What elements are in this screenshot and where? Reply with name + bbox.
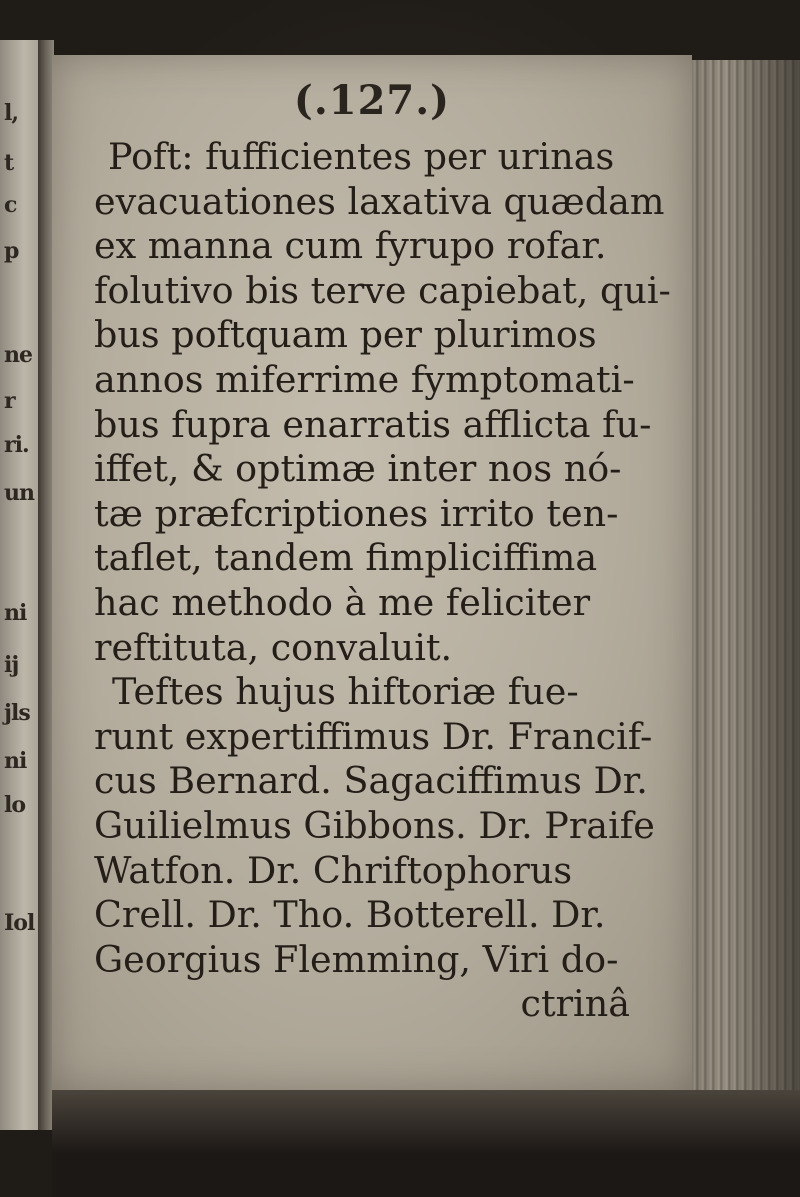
text-line: evacuationes laxativa quædam: [94, 179, 665, 223]
text-line: tæ præfcriptiones irrito ten-: [94, 491, 619, 535]
text-line: Crell. Dr. Tho. Botterell. Dr.: [94, 893, 606, 937]
margin-fragment: l,: [4, 100, 19, 126]
margin-fragment: t: [4, 150, 14, 176]
text-line: runt expertiffimus Dr. Francif-: [94, 714, 653, 758]
margin-fragment: lo: [4, 792, 26, 818]
text-line: bus poftquam per plurimos: [94, 313, 597, 357]
text-line: reftituta, convaluit.: [94, 625, 453, 669]
margin-fragment: c: [4, 192, 17, 218]
margin-fragment: ni: [4, 748, 27, 774]
catchword: ctrinâ: [520, 982, 630, 1026]
margin-fragment: jls: [4, 700, 30, 726]
text-line: annos miferrime fymptomati-: [94, 357, 635, 401]
adjacent-page-edge: [0, 40, 40, 1130]
text-line: ex manna cum fyrupo rofar.: [94, 224, 607, 268]
margin-fragment: Iol: [4, 910, 35, 936]
page-number: (.127.): [293, 77, 451, 124]
margin-fragment: ij: [4, 652, 19, 678]
text-line: cus Bernard. Sagaciffimus Dr.: [94, 759, 648, 803]
text-line: folutivo bis terve capiebat, qui-: [94, 268, 671, 312]
margin-fragment: ri.: [4, 432, 29, 458]
margin-fragment: ne: [4, 342, 32, 368]
text-line: iffet, & optimæ inter nos nó-: [94, 447, 622, 491]
text-line: Teftes hujus hiftoriæ fue-: [112, 670, 579, 714]
margin-fragment: p: [4, 238, 19, 264]
body-text: [76, 135, 676, 1027]
text-line: hac methodo à me feliciter: [94, 580, 591, 624]
margin-fragment: r: [4, 388, 15, 414]
text-line: taflet, tandem fimpliciffima: [94, 536, 598, 580]
text-line: Poft: fufficientes per urinas: [108, 135, 615, 178]
text-line: Guilielmus Gibbons. Dr. Praife: [94, 803, 655, 847]
margin-fragment: ni: [4, 600, 27, 626]
stacked-page-edges: [692, 60, 800, 1130]
book-page: [52, 55, 692, 1090]
text-line: Georgius Flemming, Viri do-: [94, 937, 619, 981]
bottom-shadow: [52, 1090, 800, 1197]
text-line: bus fupra enarratis afflicta fu-: [94, 402, 652, 446]
text-line: Watfon. Dr. Chriftophorus: [94, 848, 573, 892]
margin-fragment: un: [4, 480, 34, 506]
